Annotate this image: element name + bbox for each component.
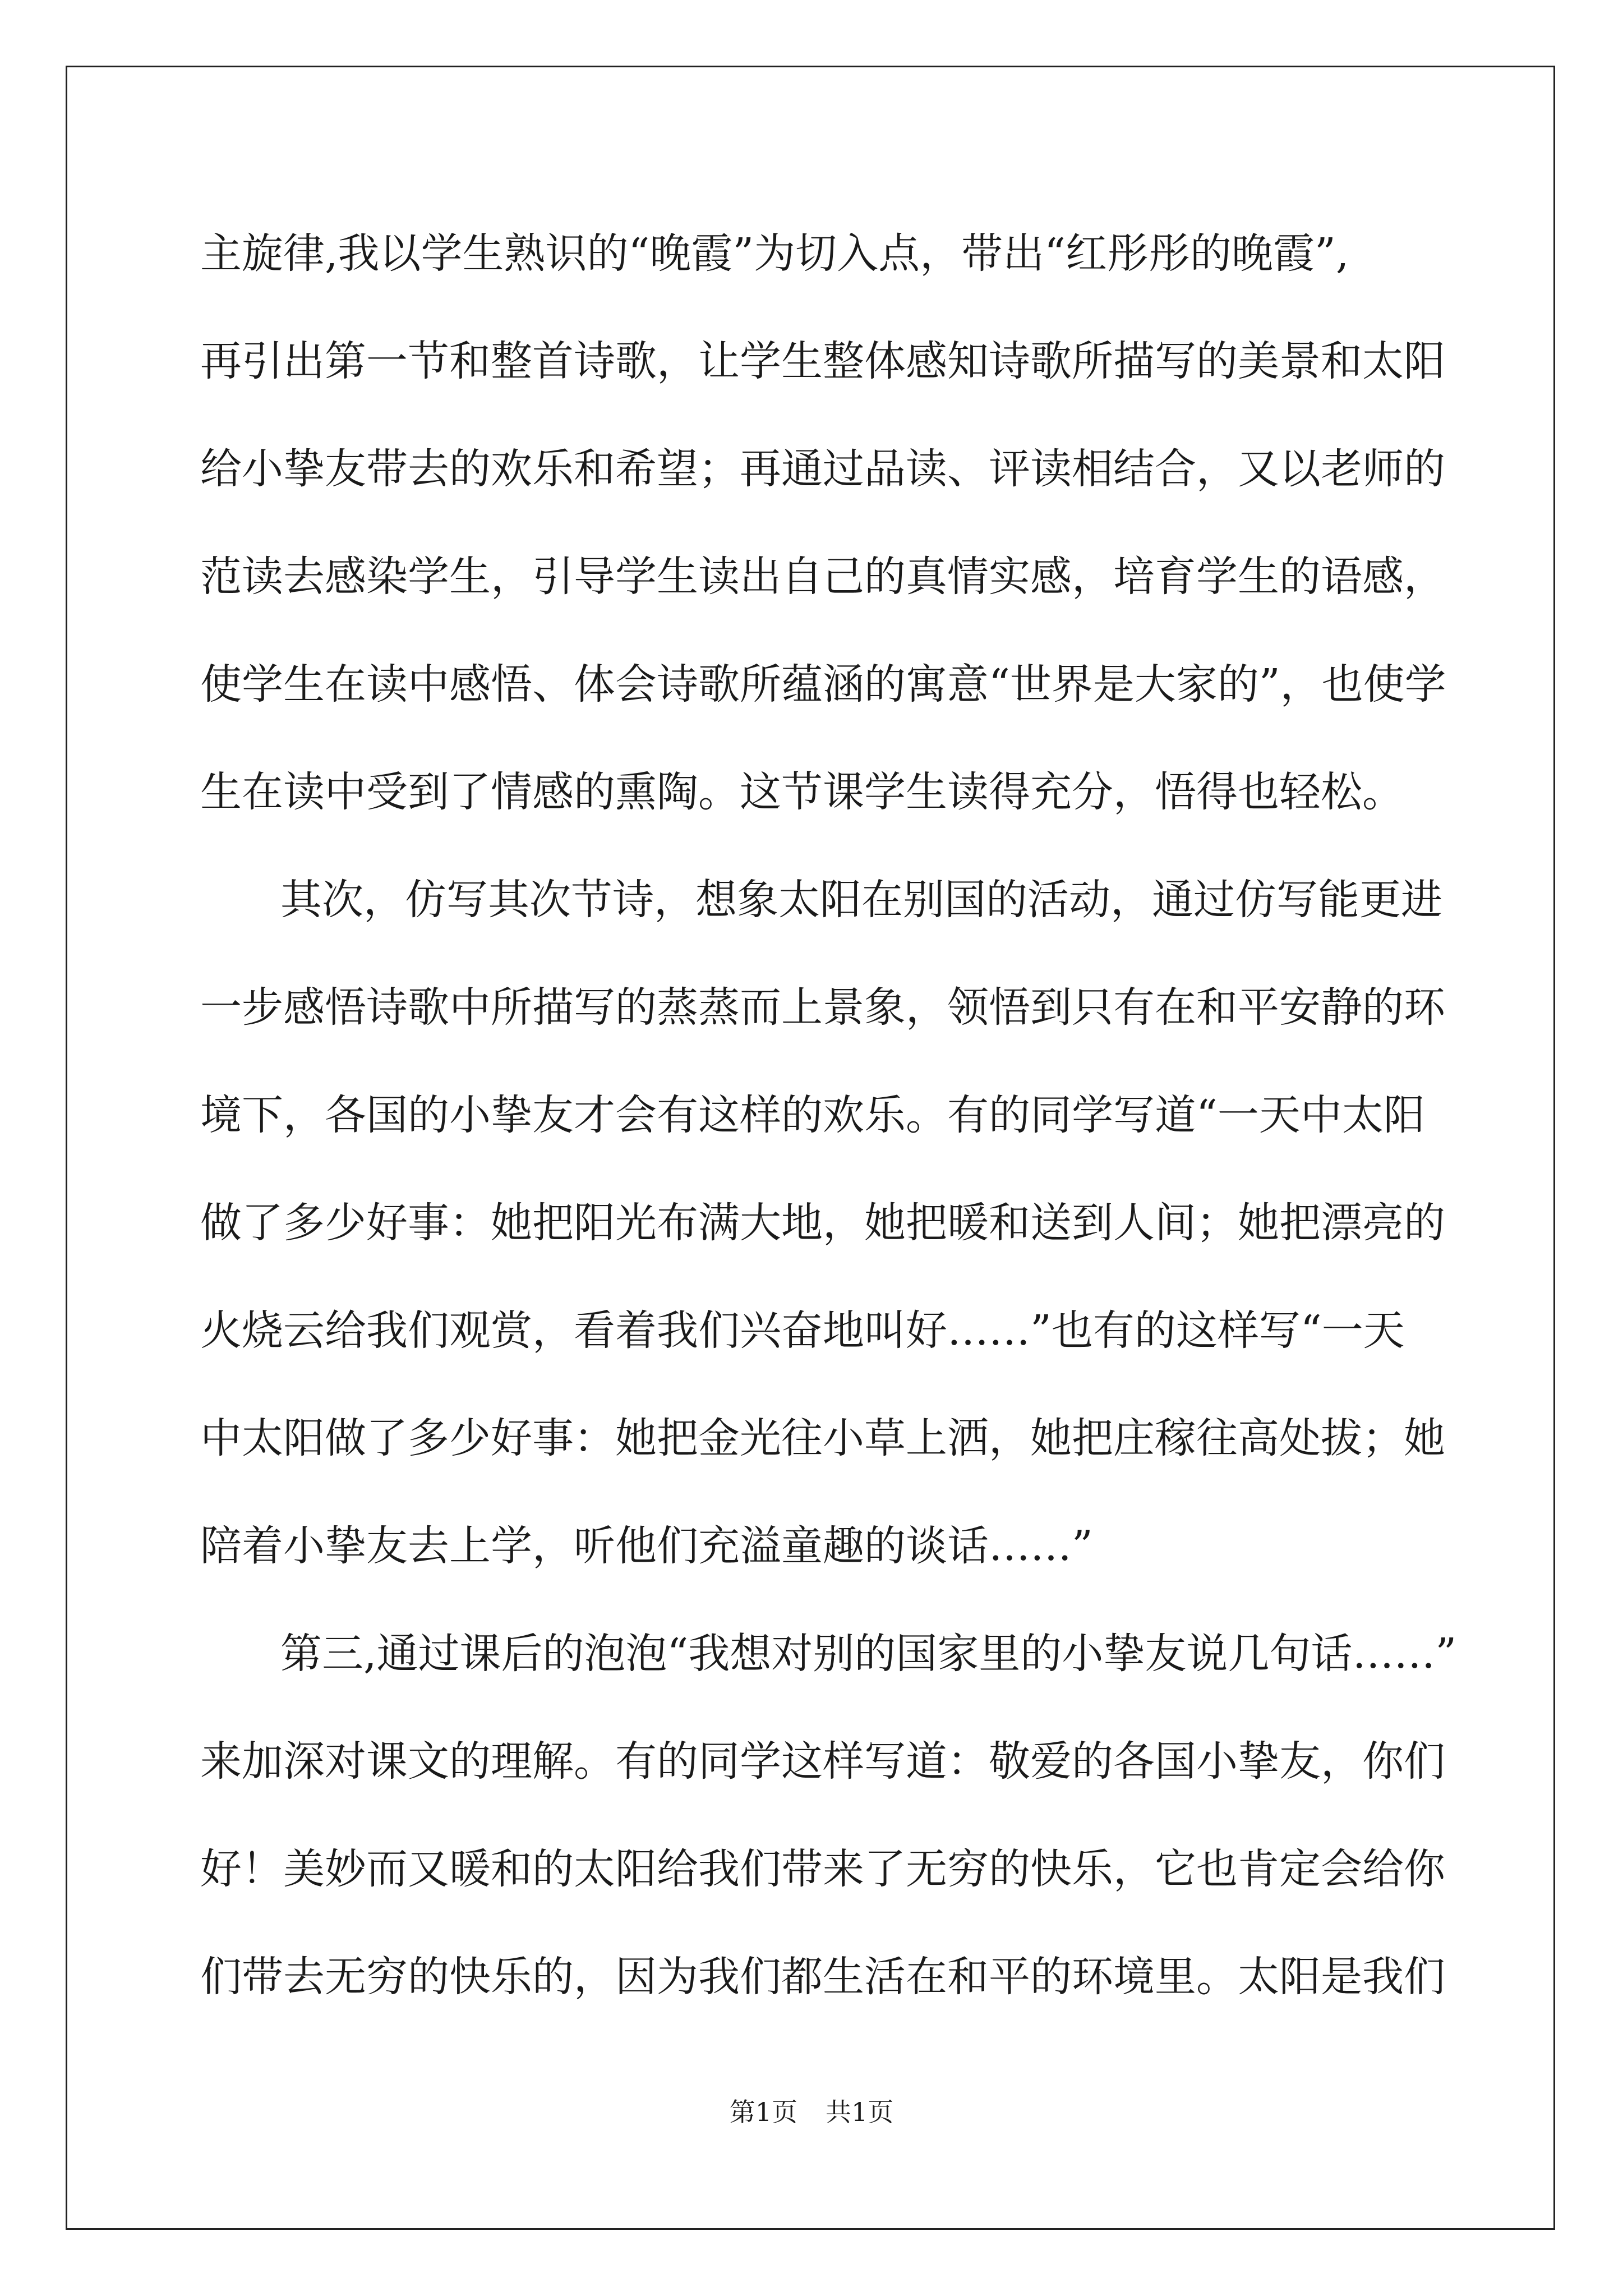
text-line: 火烧云给我们观赏，看着我们兴奋地叫好……”也有的这样写“一天: [200, 1306, 1405, 1355]
text-line: 一步感悟诗歌中所描写的蒸蒸而上景象，领悟到只有在和平安静的环: [200, 983, 1445, 1032]
text-line: 来加深对课文的理解。有的同学这样写道：敬爱的各国小挚友，你们: [200, 1737, 1445, 1786]
text-line: 使学生在读中感悟、体会诗歌所蕴涵的寓意“世界是大家的”，也使学: [200, 660, 1446, 708]
text-line: 们带去无穷的快乐的，因为我们都生活在和平的环境里。太阳是我们: [200, 1953, 1445, 2001]
text-line: 生在读中受到了情感的熏陶。这节课学生读得充分，悟得也轻松。: [200, 768, 1404, 816]
text-line: 陪着小挚友去上学，听他们充溢童趣的谈话……”: [200, 1522, 1093, 1570]
text-line: 中太阳做了多少好事：她把金光往小草上洒，她把庄稼往高处拔；她: [200, 1414, 1445, 1462]
paragraph-start-line: 其次，仿写其次节诗，想象太阳在别国的活动，通过仿写能更进: [280, 876, 1442, 924]
text-line: 给小挚友带去的欢乐和希望；再通过品读、评读相结合，又以老师的: [200, 445, 1445, 493]
paragraph-start-line: 第三,通过课后的泡泡“我想对别的国家里的小挚友说几句话……”: [280, 1630, 1457, 1678]
page-footer: [0, 2092, 1623, 2132]
text-line: 做了多少好事：她把阳光布满大地，她把暖和送到人间；她把漂亮的: [200, 1199, 1445, 1247]
text-line: 好！美妙而又暖和的太阳给我们带来了无穷的快乐，它也肯定会给你: [200, 1845, 1445, 1893]
text-line: 再引出第一节和整首诗歌，让学生整体感知诗歌所描写的美景和太阳: [200, 337, 1445, 385]
page-number: 第1页: [729, 2097, 797, 2127]
page-total: 共1页: [826, 2097, 894, 2127]
text-line: 境下，各国的小挚友才会有这样的欢乐。有的同学写道“一天中太阳: [200, 1091, 1425, 1139]
text-line: 主旋律,我以学生熟识的“晚霞”为切入点，带出“红彤彤的晚霞”,: [200, 229, 1349, 278]
text-line: 范读去感染学生，引导学生读出自己的真情实感，培育学生的语感，: [200, 553, 1445, 601]
